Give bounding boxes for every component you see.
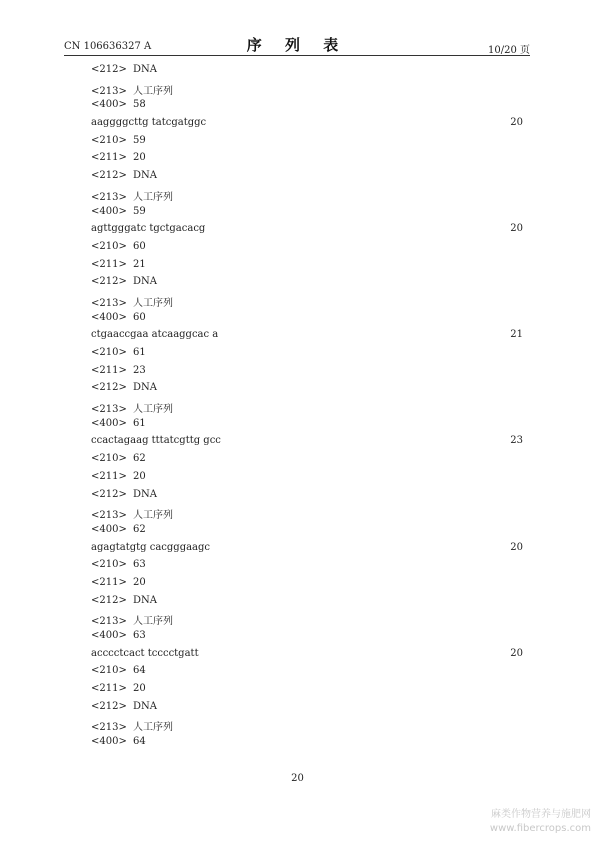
listing-field-line [91,312,523,330]
field-tag: <212> [91,64,127,75]
field-tag: <212> [91,276,127,288]
page-title: 序 列 表 [246,36,348,54]
listing-field-line [91,170,523,188]
field-value: 62 [133,453,146,465]
field-tag: <211> [91,152,127,164]
field-value: 20 [133,683,146,695]
field-value: 人工序列 [133,297,173,309]
sequence-length: 20 [510,541,523,553]
listing-field-line [91,718,523,736]
field-tag: <400> [91,99,127,111]
sequence-text: agttgggatc tgctgacacg [91,223,206,235]
field-tag: <213> [91,616,127,628]
field-tag: <400> [91,311,127,323]
field-tag: <210> [91,134,127,146]
field-value: 61 [133,417,146,429]
field-value: 人工序列 [133,85,173,97]
watermark-url: www.fibercrops.com [489,823,591,834]
listing-field-line [91,347,523,365]
field-tag: <213> [91,85,127,97]
field-tag: <212> [91,382,127,394]
field-value: 61 [133,347,146,358]
field-tag: <212> [91,700,127,712]
field-value: 62 [133,523,146,535]
field-tag: <211> [91,683,127,695]
listing-field-line [91,665,523,683]
listing-field-line [91,64,523,82]
sequence-length: 20 [510,647,523,659]
sequence-line [91,542,523,560]
field-value: 人工序列 [133,404,173,416]
field-tag: <212> [91,488,127,500]
field-tag: <211> [91,470,127,482]
watermark [490,808,591,836]
field-value: DNA [133,488,157,500]
listing-field-line [91,630,523,648]
field-tag: <210> [91,347,127,358]
sequence-text: agagtatgtg cacgggaagc [91,541,211,553]
field-value: DNA [133,276,157,288]
field-value: 23 [133,364,146,376]
field-value: 60 [133,311,146,323]
sequence-listing [91,64,523,754]
sequence-line [91,117,523,135]
listing-field-line [91,259,523,277]
listing-field-line [91,595,523,613]
sequence-length: 21 [510,329,523,341]
field-value: 人工序列 [133,616,173,628]
field-tag: <400> [91,630,127,641]
field-tag: <400> [91,417,127,429]
field-value: 63 [133,559,146,571]
field-value: DNA [133,64,157,75]
listing-field-line [91,99,523,117]
listing-field-line [91,701,523,719]
field-tag: <400> [91,205,127,217]
listing-field-line [91,577,523,595]
field-tag: <213> [91,297,127,309]
sequence-line [91,329,523,347]
field-value: 59 [133,134,146,146]
listing-field-line [91,188,523,206]
patent-number: CN 106636327 A [64,41,152,52]
sequence-text: ccactagaag tttatcgttg gcc [91,435,221,447]
field-value: 60 [133,240,146,252]
field-tag: <213> [91,191,127,203]
listing-field-line [91,612,523,630]
sequence-text: ctgaaccgaa atcaaggcac a [91,329,219,341]
field-tag: <400> [91,523,127,535]
field-value: 21 [133,258,146,270]
listing-field-line [91,135,523,153]
field-tag: <210> [91,665,127,677]
sequence-length: 20 [510,117,523,129]
listing-field-line [91,559,523,577]
sequence-line [91,435,523,453]
field-value: 59 [133,205,146,217]
field-value: 20 [133,576,146,588]
listing-field-line [91,82,523,100]
field-tag: <213> [91,404,127,416]
listing-field-line [91,489,523,507]
field-value: 64 [133,665,146,677]
field-value: 人工序列 [133,722,173,734]
field-value: 20 [133,470,146,482]
listing-field-line [91,276,523,294]
field-tag: <212> [91,594,127,606]
field-tag: <212> [91,170,127,182]
listing-field-line [91,524,523,542]
field-value: 人工序列 [133,510,173,522]
page-header [64,34,530,56]
field-tag: <211> [91,576,127,588]
header-divider [64,55,530,56]
field-value: DNA [133,170,157,182]
sequence-line [91,648,523,666]
listing-field-line [91,736,523,754]
sequence-length: 23 [510,435,523,447]
sequence-length: 20 [510,223,523,235]
listing-field-line [91,471,523,489]
field-value: DNA [133,594,157,606]
field-value: 人工序列 [133,191,173,203]
field-tag: <210> [91,559,127,571]
field-tag: <210> [91,453,127,465]
field-tag: <213> [91,510,127,522]
field-tag: <213> [91,722,127,734]
listing-field-line [91,365,523,383]
sequence-line [91,223,523,241]
listing-field-line [91,683,523,701]
field-tag: <210> [91,240,127,252]
field-value: DNA [133,700,157,712]
page-number: 20 [291,773,304,784]
listing-field-line [91,382,523,400]
watermark-name: 麻类作物营养与施肥网 [491,809,591,820]
listing-field-line [91,206,523,224]
listing-field-line [91,418,523,436]
field-value: 20 [133,152,146,164]
sequence-text: acccctcact tcccctgatt [91,647,199,659]
field-value: 58 [133,99,146,111]
listing-field-line [91,241,523,259]
field-value: 64 [133,736,146,748]
field-tag: <211> [91,364,127,376]
field-tag: <400> [91,736,127,748]
listing-field-line [91,400,523,418]
page-indicator: 10/20 页 [488,45,530,56]
field-value: DNA [133,382,157,394]
listing-field-line [91,506,523,524]
field-value: 63 [133,630,146,641]
sequence-text: aaggggcttg tatcgatggc [91,117,207,129]
listing-field-line [91,152,523,170]
listing-field-line [91,453,523,471]
listing-field-line [91,294,523,312]
field-tag: <211> [91,258,127,270]
